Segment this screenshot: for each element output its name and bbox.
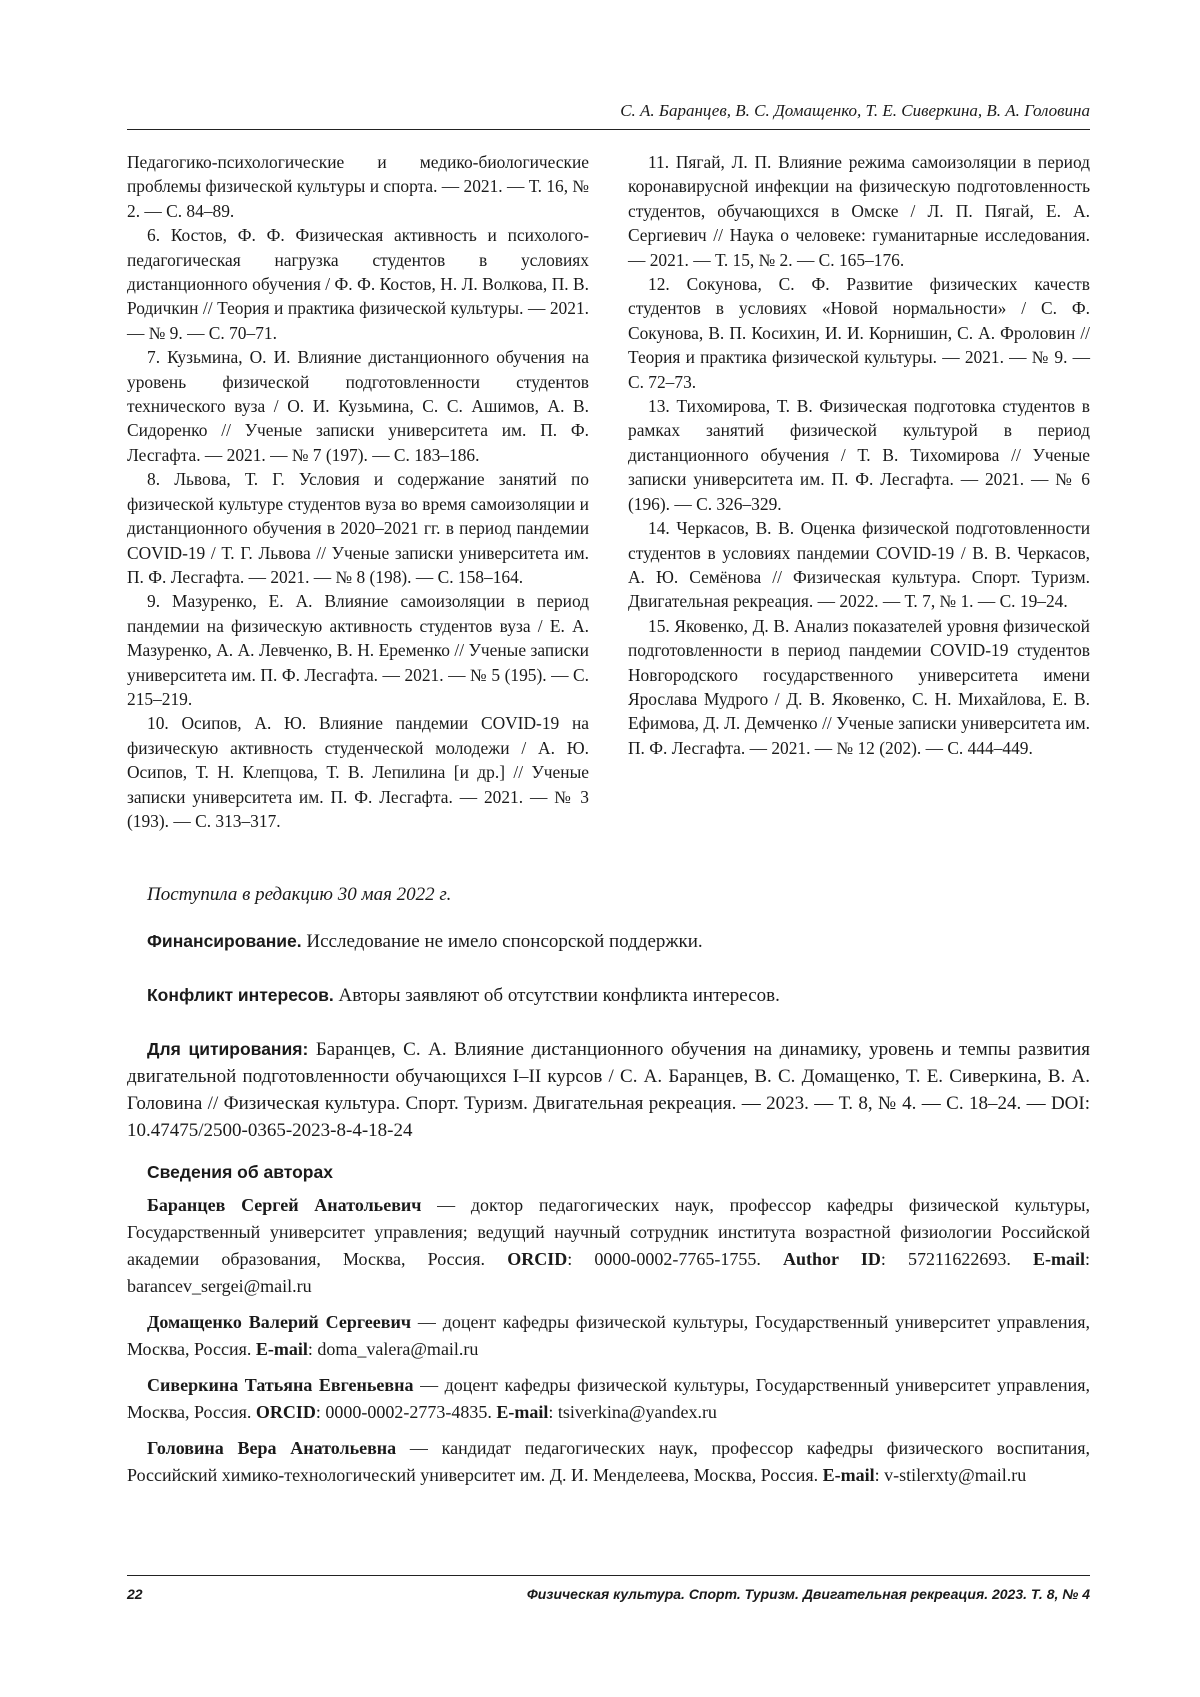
email-label: E-mail: [1033, 1249, 1085, 1269]
funding-text: Исследование не имело спонсорской поддержки.: [301, 931, 703, 952]
reference-item: 14. Черкасов, В. В. Оценка физической подготовленности студентов в условиях пандемии COVID-19 / В. В. Черкасов, А. Ю. Семёнова // Физическая культура. Спорт. Туризм. Двигательная рекреация. — 2022. — Т. 7, № 1. — С. 19–24.: [628, 518, 1090, 612]
email-value[interactable]: : tsiverkina@yandex.ru: [548, 1402, 717, 1422]
page-footer: [127, 1575, 1090, 1602]
author-description: — кандидат педагогических наук, профессор кафедры физического воспитания, Российский химико-технологический университет им. Д. И. Менделеева, Москва, Россия.: [127, 1438, 1090, 1485]
running-head: С. А. Баранцев, В. С. Домащенко, Т. Е. Сиверкина, В. А. Головина: [127, 101, 1090, 130]
conflict-label: Конфликт интересов.: [147, 985, 334, 1005]
email-label: E-mail: [822, 1465, 875, 1485]
conflict-statement: [127, 982, 1090, 1009]
funding-label: Финансирование.: [147, 931, 302, 951]
funding-statement: [127, 928, 1090, 955]
orcid-label: ORCID: [507, 1249, 568, 1269]
author-name: Сиверкина Татьяна Евгеньевна: [147, 1375, 414, 1395]
email-value[interactable]: : doma_valera@mail.ru: [307, 1339, 479, 1359]
page-number: 22: [127, 1586, 143, 1602]
reference-item: Педагогико-психологические и медико-биологические проблемы физической культуры и спорта. — 2021. — Т. 16, № 2. — С. 84–89.: [127, 152, 589, 221]
reference-item: 7. Кузьмина, О. И. Влияние дистанционного обучения на уровень физической подготовленности студентов технического вуза / О. И. Кузьмина, С. С. Ашимов, А. В. Сидоренко // Ученые записки университета им. П. Ф. Лесгафта. — 2021. — № 7 (197). — С. 183–186.: [127, 347, 589, 465]
author-id-value: : 57211622693.: [880, 1249, 1033, 1269]
author-entry: [127, 1372, 1090, 1426]
author-entry: [127, 1435, 1090, 1489]
journal-title: Физическая культура. Спорт. Туризм. Двигательная рекреация. 2023. Т. 8, № 4: [526, 1586, 1090, 1602]
reference-item: 10. Осипов, А. Ю. Влияние пандемии COVID-19 на физическую активность студенческой молодежи / А. Ю. Осипов, Т. Н. Клепцова, Т. В. Лепилина [и др.] // Ученые записки университета им. П. Ф. Лесгафта. — 2021. — № 3 (193). — С. 313–317.: [127, 713, 589, 831]
citation-block: [127, 1036, 1090, 1144]
email-value[interactable]: : v-stilerxty@mail.ru: [874, 1465, 1027, 1485]
authors-heading: Сведения об авторах: [147, 1162, 333, 1182]
conflict-text: Авторы заявляют об отсутствии конфликта интересов.: [333, 985, 780, 1006]
citation-label: Для цитирования:: [147, 1039, 309, 1059]
author-name: Головина Вера Анатольевна: [147, 1438, 397, 1458]
email-label: E-mail: [496, 1402, 549, 1422]
reference-item: 6. Костов, Ф. Ф. Физическая активность и психолого-педагогическая нагрузка студентов в условиях дистанционного обучения / Ф. Ф. Костов, Н. Л. Волкова, П. В. Родичкин // Теория и практика физической культуры. — 2021. — № 9. — С. 70–71.: [127, 225, 589, 343]
orcid-label: ORCID: [255, 1402, 316, 1422]
author-description: — доктор педагогических наук, профессор кафедры физической культуры, Государственный университет управления; ведущий научный сотрудник института возрастной физиологии Российской академии образования, Москва, Россия.: [127, 1195, 1091, 1269]
reference-item: 8. Львова, Т. Г. Условия и содержание занятий по физической культуре студентов вуза во время самоизоляции и дистанционного обучения в 2020–2021 гг. в период пандемии COVID-19 / Т. Г. Львова // Ученые записки университета им. П. Ф. Лесгафта. — 2021. — № 8 (198). — С. 158–164.: [127, 469, 589, 587]
reference-item: 15. Яковенко, Д. В. Анализ показателей уровня физической подготовленности в период пандемии COVID-19 студентов Новгородского государственного университета имени Ярослава Мудрого / Д. В. Яковенко, С. Н. Михайлова, Е. В. Ефимова, Д. Л. Демченко // Ученые записки университета им. П. Ф. Лесгафта. — 2021. — № 12 (202). — С. 444–449.: [628, 615, 1090, 758]
author-description: — доцент кафедры физической культуры, Государственный университет управления, Москва, Россия.: [127, 1312, 1090, 1359]
email-value[interactable]: : barancev_sergei@mail.ru: [127, 1249, 1091, 1296]
author-name: Домащенко Валерий Сергеевич: [147, 1312, 412, 1332]
authors-list: [127, 1192, 1090, 1498]
orcid-value: : 0000-0002-2773-4835.: [315, 1402, 497, 1422]
orcid-value: : 0000-0002-7765-1755.: [567, 1249, 784, 1269]
author-entry: [127, 1192, 1090, 1300]
reference-item: 12. Сокунова, С. Ф. Развитие физических качеств студентов в условиях «Новой нормальности» / С. Ф. Сокунова, В. П. Косихин, И. И. Корнишин, С. А. Фроловин // Теория и практика физической культуры. — 2021. — № 9. — С. 72–73.: [628, 274, 1090, 392]
reference-item: 11. Пягай, Л. П. Влияние режима самоизоляции в период коронавирусной инфекции на физическую подготовленность студентов, обучающихся в Омске / Л. П. Пягай, Е. А. Сергиевич // Наука о человеке: гуманитарные исследования. — 2021. — Т. 15, № 2. — С. 165–176.: [628, 152, 1090, 270]
author-name: Баранцев Сергей Анатольевич: [147, 1195, 422, 1215]
citation-text: Баранцев, С. А. Влияние дистанционного обучения на динамику, уровень и темпы развития двигательной подготовленности обучающихся I–II курсов / С. А. Баранцев, В. С. Домащенко, Т. Е. Сиверкина, В. А. Головина // Физическая культура. Спорт. Туризм. Двигательная рекреация. — 2023. — Т. 8, № 4. — С. 18–24. — DOI: 10.47475/2500-0365-2023-8-4-18-24: [127, 1039, 1090, 1141]
email-label: E-mail: [255, 1339, 308, 1359]
references-right-column: [628, 150, 1090, 833]
references-columns: [127, 150, 1090, 833]
reference-item: 13. Тихомирова, Т. В. Физическая подготовка студентов в рамках занятий физической культурой в период дистанционного обучения / Т. В. Тихомирова // Ученые записки университета им. П. Ф. Лесгафта. — 2021. — № 6 (196). — С. 326–329.: [628, 396, 1090, 514]
received-date: Поступила в редакцию 30 мая 2022 г.: [147, 884, 452, 905]
author-id-label: Author ID: [783, 1249, 881, 1269]
reference-item: 9. Мазуренко, Е. А. Влияние самоизоляции в период пандемии на физическую активность студентов вуза / Е. А. Мазуренко, А. А. Левченко, В. Н. Еременко // Ученые записки университета им. П. Ф. Лесгафта. — 2021. — № 5 (195). — С. 215–219.: [127, 591, 589, 709]
author-description: — доцент кафедры физической культуры, Государственный университет управления, Москва, Россия.: [127, 1375, 1090, 1422]
author-entry: [127, 1309, 1090, 1363]
references-left-column: [127, 150, 589, 833]
